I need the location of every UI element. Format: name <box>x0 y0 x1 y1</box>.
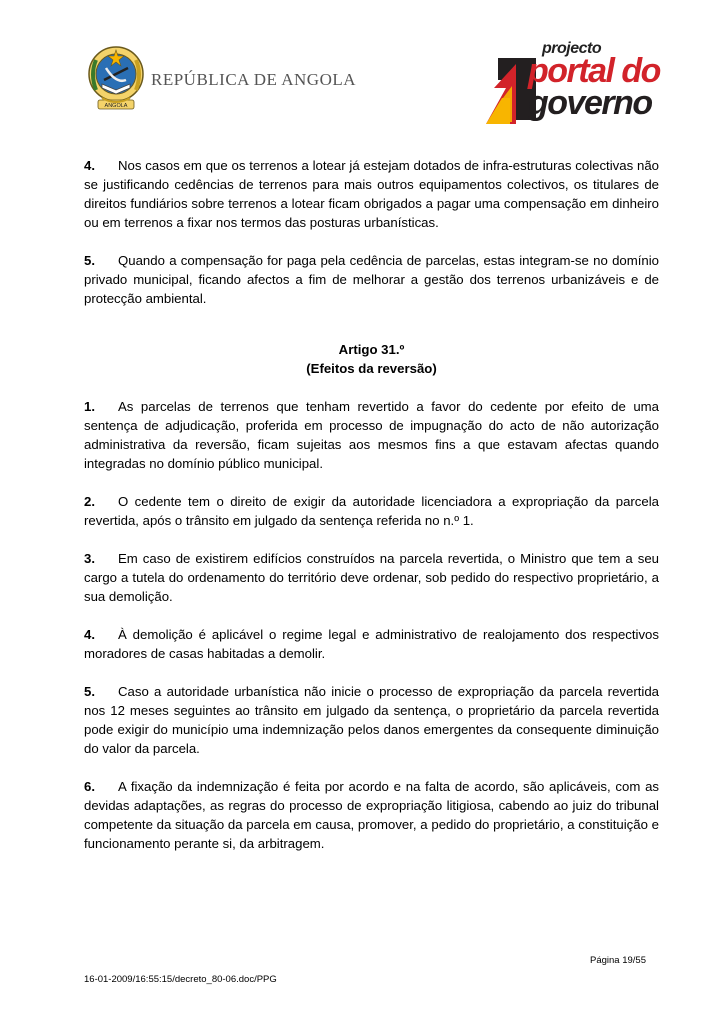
paragraph-number: 5. <box>84 684 95 699</box>
paragraph-number: 5. <box>84 253 95 268</box>
paragraph-text: O cedente tem o direito de exigir da autoridade licenciadora a expropriação da parcela revertida, após o trânsito em julgado da sentença referida no n.º 1. <box>84 494 659 528</box>
paragraph-text: Em caso de existirem edifícios construídos na parcela revertida, o Ministro que tem a seu cargo a tutela do ordenamento do território deve ordenar, sob pedido do respectivo proprietário, a sua demolição. <box>84 551 659 604</box>
article-paragraph-4 <box>84 625 659 663</box>
paragraph-number: 3. <box>84 551 95 566</box>
paragraph-text: Caso a autoridade urbanística não inicie o processo de expropriação da parcela revertida nos 12 meses seguintes ao trânsito em julgado da sentença, o proprietário da parcela revertida pode exigir do município uma indemnização pelos danos emergentes da consequente diminuição do valor da parcela. <box>84 684 659 756</box>
paragraph-text: Quando a compensação for paga pela cedência de parcelas, estas integram-se no domínio privado municipal, ficando afectos a fim de melhorar a gestão dos terrenos urbanizáveis e de protecção ambiental. <box>84 253 659 306</box>
republic-title: REPÚBLICA DE ANGOLA <box>151 70 357 89</box>
article-paragraph-6 <box>84 777 659 853</box>
logo-portal-text: portal do <box>528 52 660 90</box>
paragraph-number: 1. <box>84 399 95 414</box>
logo-governo-text: governo <box>528 84 652 122</box>
paragraph-text: As parcelas de terrenos que tenham revertido a favor do cedente por efeito de uma sentença de adjudicação, proferida em processo de impugnação do acto de não autorização administrativa da reversão, ficam sujeitas aos mesmos fins a que estavam afectas quando integradas no domínio público municipal. <box>84 399 659 471</box>
document-footer-path: 16-01-2009/16:55:15/decreto_80-06.doc/PPG <box>84 974 277 985</box>
paragraph-number: 6. <box>84 779 95 794</box>
emblem-banner-text: ANGOLA <box>104 103 128 109</box>
paragraph-number: 2. <box>84 494 95 509</box>
portal-do-governo-logo <box>486 40 664 124</box>
document-body <box>84 156 659 872</box>
article-paragraph-1 <box>84 397 659 473</box>
angola-emblem-icon <box>84 40 148 120</box>
article-subtitle: (Efeitos da reversão) <box>306 361 437 376</box>
page-number: Página 19/55 <box>590 955 646 966</box>
paragraph-number: 4. <box>84 627 95 642</box>
page-header <box>0 0 728 140</box>
paragraph-text: A fixação da indemnização é feita por acordo e na falta de acordo, são aplicáveis, com as devidas adaptações, as regras do processo de expropriação litigiosa, cabendo ao juiz do tribunal competente da situação da parcela em causa, promover, a pedido do proprietário, a constituição e funcionamento perante si, da arbitragem. <box>84 779 659 851</box>
paragraph-text: À demolição é aplicável o regime legal e administrativo de realojamento dos respectivos moradores de casas habitadas a demolir. <box>84 627 659 661</box>
article-paragraph-2 <box>84 492 659 530</box>
paragraph-text: Nos casos em que os terrenos a lotear já estejam dotados de infra-estruturas colectivas não se justificando cedências de terrenos para mais outros equipamentos colectivos, os titulares de direitos fundiários sobre terrenos a lotear ficam obrigados a pagar uma compensação em dinheiro ou em terrenos a fixar nos termos das posturas urbanísticas. <box>84 158 659 230</box>
article-heading <box>84 340 659 378</box>
paragraph-number: 4. <box>84 158 95 173</box>
article-paragraph-5 <box>84 682 659 758</box>
article-title: Artigo 31.º <box>338 342 405 357</box>
logo-projecto-text: projecto <box>542 40 602 57</box>
paragraph-4 <box>84 156 659 232</box>
article-paragraph-3 <box>84 549 659 606</box>
paragraph-5 <box>84 251 659 308</box>
